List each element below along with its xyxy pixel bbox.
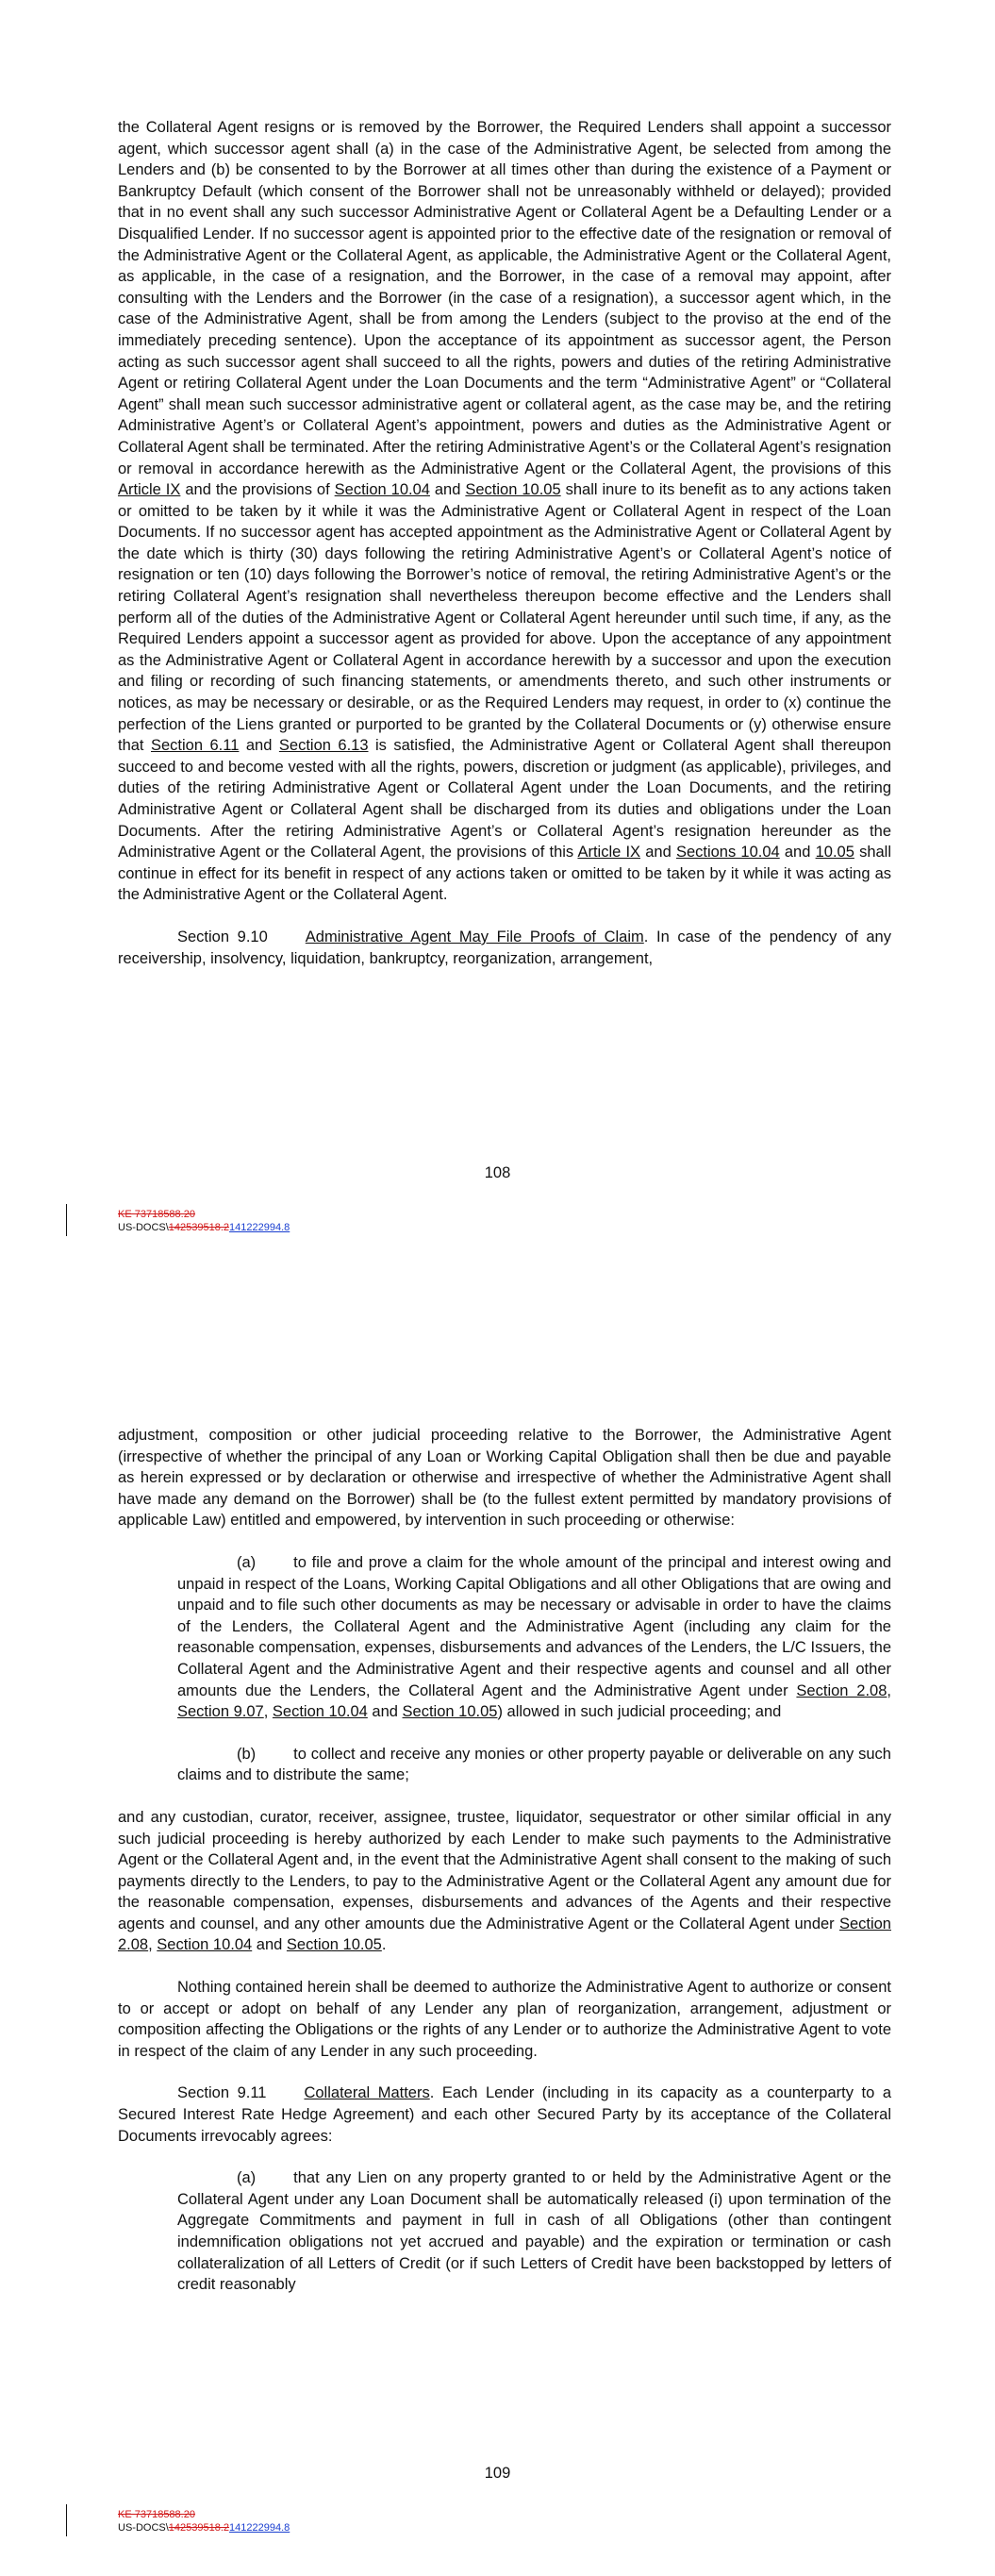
footer-doc-id: US-DOCS\142539518.2141222994.8 [118,2522,290,2534]
section-9-10: Section 9.10 Administrative Agent May File Proofs of Claim. In case of the pendency of any receivership, insolvency, liquidation, bankruptcy, reorganization, arrangement, [118,928,891,967]
page-number: 109 [484,2465,511,2482]
ref-section-2-08: Section 2.08 [796,1681,887,1699]
ref-sections-10-04: Sections 10.04 [675,844,780,861]
ref-article-ix: Article IX [577,844,641,861]
document-footer [118,2508,290,2534]
paragraph-successor-agent: the Collateral Agent resigns or is removed by the Borrower, the Required Lenders shall appoint a successor agent, which successor agent shall (a) in the case of the Administrative Agent, be selected from among the Lenders and (b) be consented to by the Borrower at all times other than during the existence of a Payment or Bankruptcy Default (which consent of the Borrower shall not be unreasonably withheld or delayed); provided that in no event shall any such successor Administrative Agent or Collateral Agent be a Defaulting Lender or a Disqualified Lender. If no successor agent is appointed prior to the effective date of the resignation or removal of the Administrative Agent or the Collateral Agent, as applicable, the Administrative Agent or the Collateral Agent, as applicable, in the case of a resignation, and the Borrower, in the case of a removal may appoint, after consulting with the Lenders and the Borrower (in the case of a resignation), a successor agent which, in the case of the Administrative Agent, shall be from among the Lenders (subject to the proviso at the end of the immediately preceding sentence). Upon the acceptance of its appointment as successor agent, the Person acting as such successor agent shall succeed to all the rights, powers and duties of the retiring Administrative Agent or retiring Collateral Agent under the Loan Documents and the term “Administrative Agent” or “Collateral Agent” shall mean such successor administrative agent or collateral agent, as the case may be, and the retiring Administrative Agent’s or Collateral Agent’s appointment, powers and duties as the Administrative Agent or Collateral Agent shall be terminated. After the retiring Administrative Agent’s or the Collateral Agent’s resignation or removal in accordance herewith as the Administrative Agent or the Collateral Agent, the provisions of this Article IX and the provisions of Section 10.04 and Section 10.05 shall inure to its benefit as to any actions taken or omitted to be taken by it while it was the Administrative Agent or Collateral Agent in respect of the Loan Documents. If no successor agent has accepted appointment as the Administrative Agent or Collateral Agent by the date which is thirty (30) days following the retiring Administrative Agent’s or Collateral Agent’s notice of resignation or ten (10) days following the Borrower’s notice of removal, the retiring Administrative Agent’s or the retiring Collateral Agent’s resignation shall nevertheless thereupon become effective and the Lenders shall perform all of the duties of the Administrative Agent or Collateral Agent hereunder until such time, if any, as the Required Lenders appoint a successor agent as provided for above. Upon the acceptance of any appointment as the Administrative Agent or Collateral Agent in accordance herewith by a successor and upon the execution and filing or recording of such financing statements, or amendments thereto, and such other instruments or notices, as may be necessary or desirable, or as the Required Lenders may request, in order to (x) continue the perfection of the Liens granted or purported to be granted by the Collateral Documents or (y) otherwise ensure that Section 6.11 and Section 6.13 is satisfied, the Administrative Agent or Collateral Agent shall thereupon succeed to and become vested with all the rights, powers, discretion or judgment (as applicable), privileges, and duties of the retiring Administrative Agent or Collateral Agent under the Loan Documents, and the retiring Administrative Agent or Collateral Agent shall be discharged from its duties and obligations under the Loan Documents. After the retiring Administrative Agent’s or Collateral Agent’s resignation hereunder as the Administrative Agent or the Collateral Agent, the provisions of this Article IX and Sections 10.04 and 10.05 shall continue in effect for its benefit in respect of any actions taken or omitted to be taken by it while it was acting as the Administrative Agent or the Collateral Agent. [118,119,892,904]
paragraph-nothing-contained: Nothing contained herein shall be deemed to authorize the Administrative Agent to authorize or consent to or accept or adopt on behalf of any Lender any plan of reorganization, arrangement, adjustment or composition affecting the Obligations or the rights of any Lender or to authorize the Administrative Agent to vote in respect of the claim of any Lender in any such proceeding. [118,1979,891,2060]
footer-deleted-id: KE 73718588.20 [118,1209,195,1220]
document-footer [118,1208,290,1234]
ref-section-2-08: Section 2.08 [118,1915,891,1954]
page-109-body [118,1425,891,2317]
ref-section-10-05: 10.05 [815,844,854,861]
page-108 [0,0,995,1255]
section-title: Administrative Agent May File Proofs of Claim [305,928,644,945]
ref-section-10-04: Section 10.04 [157,1936,253,1954]
ref-section-10-05: Section 10.05 [465,481,561,499]
clause-a-lien-release: (a) that any Lien on any property granted to or held by the Administrative Agent or the Collateral Agent under any Loan Document shall be automatically released (i) upon termination of the Aggregate Commitments and payment in full in cash of all Obligations (other than contingent indemnification obligations not yet accrued and payable) and the expiration or termination or cash collateralization of all Letters of Credit (or if such Letters of Credit have been backstopped by letters of credit reasonably [177,2169,891,2294]
ref-section-9-07: Section 9.07 [177,1703,264,1721]
footer-doc-id: US-DOCS\142539518.2141222994.8 [118,1222,290,1233]
section-9-11: Section 9.11 Collateral Matters. Each Lender (including in its capacity as a counterparty to a Secured Interest Rate Hedge Agreement) and each other Secured Party by its acceptance of the Collateral Documents irrevocably agrees: [118,2084,891,2145]
ref-article-ix: Article IX [118,481,181,499]
section-number: Section 9.11 [177,2084,267,2102]
clause-a-file-claim: (a) to file and prove a claim for the whole amount of the principal and interest owing and unpaid in respect of the Loans, Working Capital Obligations and all other Obligations that are owing and unpaid and to file such other documents as may be necessary or advisable in order to have the claims of the Lenders, the Collateral Agent and the Administrative Agent (including any claim for the reasonable compensation, expenses, disbursements and advances of the Lenders, the L/C Issuers, the Collateral Agent and the Administrative Agent and their respective agents and counsel and all other amounts due the Lenders, the Collateral Agent and the Administrative Agent under Section 2.08, Section 9.07, Section 10.04 and Section 10.05) allowed in such judicial proceeding; and [177,1553,891,1721]
clause-b-collect: (b) to collect and receive any monies or other property payable or deliverable on any such claims and to distribute the same; [177,1745,891,1784]
ref-section-6-13: Section 6.13 [278,737,369,755]
section-title: Collateral Matters [304,2084,430,2102]
section-number: Section 9.10 [177,928,268,945]
paragraph-custodian: and any custodian, curator, receiver, assignee, trustee, liquidator, sequestrator or other similar official in any such judicial proceeding is hereby authorized by each Lender to make such payments to the Administrative Agent or the Collateral Agent and, in the event that the Administrative Agent shall consent to the making of such payments directly to the Lenders, to pay to the Administrative Agent or the Collateral Agent any amount due for the reasonable compensation, expenses, disbursements and advances of the Agents and their respective agents and counsel, and any other amounts due the Administrative Agent or the Collateral Agent under Section 2.08, Section 10.04 and Section 10.05. [118,1808,891,1954]
change-bar [66,1204,67,1236]
ref-section-6-11: Section 6.11 [151,737,240,755]
ref-section-10-04: Section 10.04 [272,1703,368,1721]
page-109 [0,1255,995,2576]
change-bar [66,2504,67,2536]
page-108-body [118,117,891,990]
ref-section-10-05: Section 10.05 [402,1703,498,1721]
ref-section-10-05: Section 10.05 [286,1936,382,1954]
paragraph-proofs-continued: adjustment, composition or other judicial proceeding relative to the Borrower, the Administrative Agent (irrespective of whether the principal of any Loan or Working Capital Obligation shall then be due and payable as herein expressed or by declaration or otherwise and irrespective of whether the Administrative Agent shall have made any demand on the Borrower) shall be (to the fullest extent permitted by mandatory provisions of applicable Law) entitled and empowered, by intervention in such proceeding or otherwise: [118,1427,891,1530]
page-number: 108 [484,1164,511,1181]
footer-deleted-id: KE 73718588.20 [118,2509,195,2520]
ref-section-10-04: Section 10.04 [334,481,430,499]
